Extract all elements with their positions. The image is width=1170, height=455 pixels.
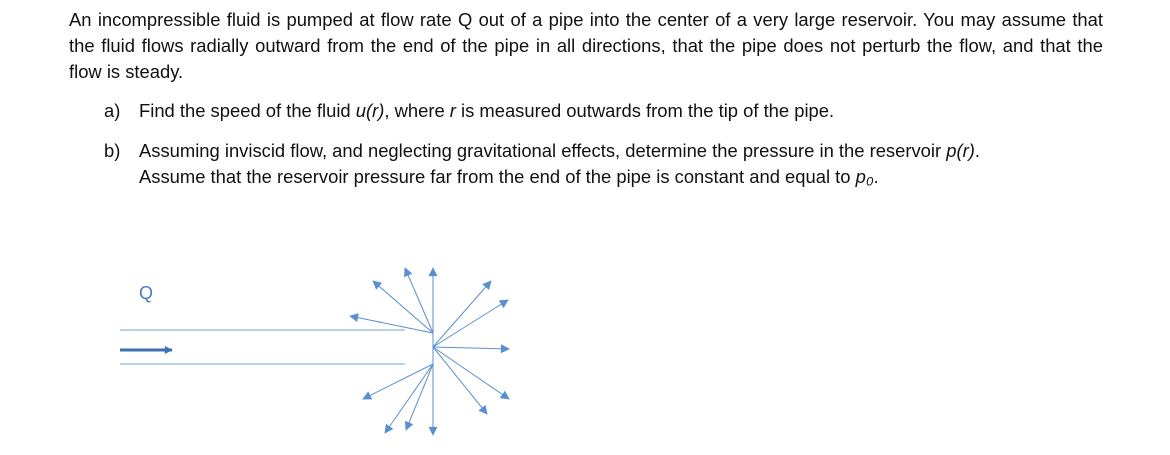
part-b-marker: b) — [104, 140, 121, 161]
part-b-line1-before: Assuming inviscid flow, and neglecting gravitational effects, determine the pressure in the reservoir — [139, 140, 947, 161]
speed-symbol: u(r) — [355, 100, 385, 121]
radial-arrows — [350, 268, 509, 435]
pressure-symbol: p(r) — [946, 140, 975, 161]
radial-arrow-right-up — [433, 300, 508, 347]
radial-arrow-right — [433, 347, 509, 349]
radial-arrow-lower-left — [363, 364, 433, 399]
radial-arrow-right-down — [433, 347, 509, 399]
radial-arrow-up-left — [405, 268, 433, 333]
part-a-marker: a) — [104, 100, 121, 121]
part-a-text-before: Find the speed of the fluid — [139, 100, 356, 121]
part-b-line1-after: . — [974, 140, 980, 161]
radial-arrow-upper-left — [373, 281, 433, 333]
part-b-line2-before: Assume that the reservoir pressure far from the end of the pipe is constant and equal to — [139, 166, 856, 187]
part-a-text-middle: , where — [384, 100, 450, 121]
problem-intro: An incompressible fluid is pumped at flow rate Q out of a pipe into the center of a very large reservoir. You may assume that the fluid flows radially outward from the end of the pipe in all directions, that the pipe does not perturb the flow, and that the flow is steady. — [69, 9, 1103, 82]
part-a-text-after: is measured outwards from the tip of the pipe. — [455, 100, 835, 121]
part-b-line2-after: . — [873, 166, 879, 187]
flow-rate-label: Q — [139, 283, 154, 303]
radial-arrow-upper-right — [433, 281, 491, 347]
p0-symbol: p₀ — [855, 166, 874, 187]
r-symbol: r — [449, 100, 456, 121]
radial-arrow-lower-right — [433, 347, 487, 414]
